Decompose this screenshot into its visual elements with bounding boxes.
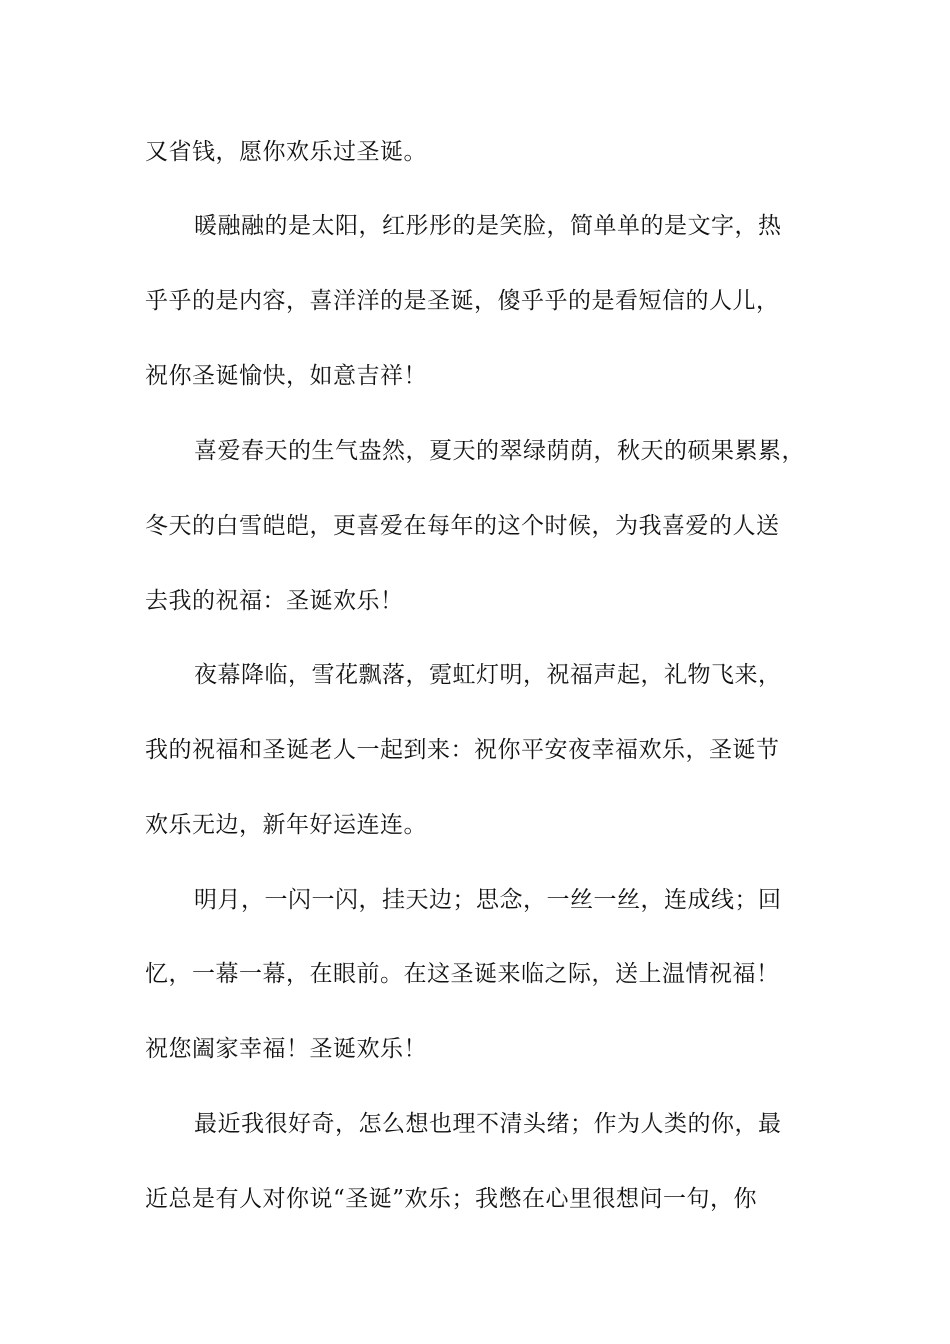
text-line: 又省钱，愿你欢乐过圣诞。 bbox=[145, 139, 427, 165]
paragraph-first-line: 夜幕降临，雪花飘落，霓虹灯明，祝福声起，礼物飞来， bbox=[194, 662, 782, 688]
paragraph-first-line: 喜爱春天的生气盎然，夏天的翠绿荫荫，秋天的硕果累累， bbox=[194, 438, 805, 464]
text-line: 忆，一幕一幕，在眼前。在这圣诞来临之际，送上温情祝福！ bbox=[145, 961, 780, 987]
text-line: 近总是有人对你说“圣诞”欢乐；我憋在心里很想问一句，你 bbox=[145, 1186, 758, 1212]
paragraph-first-line: 暖融融的是太阳，红彤彤的是笑脸，简单单的是文字，热 bbox=[194, 213, 782, 239]
text-line: 祝您阖家幸福！圣诞欢乐！ bbox=[145, 1036, 427, 1062]
text-line: 冬天的白雪皑皑，更喜爱在每年的这个时候，为我喜爱的人送 bbox=[145, 513, 780, 539]
text-line: 祝你圣诞愉快，如意吉祥！ bbox=[145, 363, 427, 389]
text-line: 乎乎的是内容，喜洋洋的是圣诞，傻乎乎的是看短信的人儿， bbox=[145, 288, 780, 314]
text-line: 去我的祝福：圣诞欢乐！ bbox=[145, 588, 404, 614]
paragraph-first-line: 最近我很好奇，怎么想也理不清头绪；作为人类的你，最 bbox=[194, 1111, 782, 1137]
text-line: 欢乐无边，新年好运连连。 bbox=[145, 812, 427, 838]
paragraph-first-line: 明月，一闪一闪，挂天边；思念，一丝一丝，连成线；回 bbox=[194, 887, 782, 913]
text-line: 我的祝福和圣诞老人一起到来：祝你平安夜幸福欢乐，圣诞节 bbox=[145, 737, 780, 763]
